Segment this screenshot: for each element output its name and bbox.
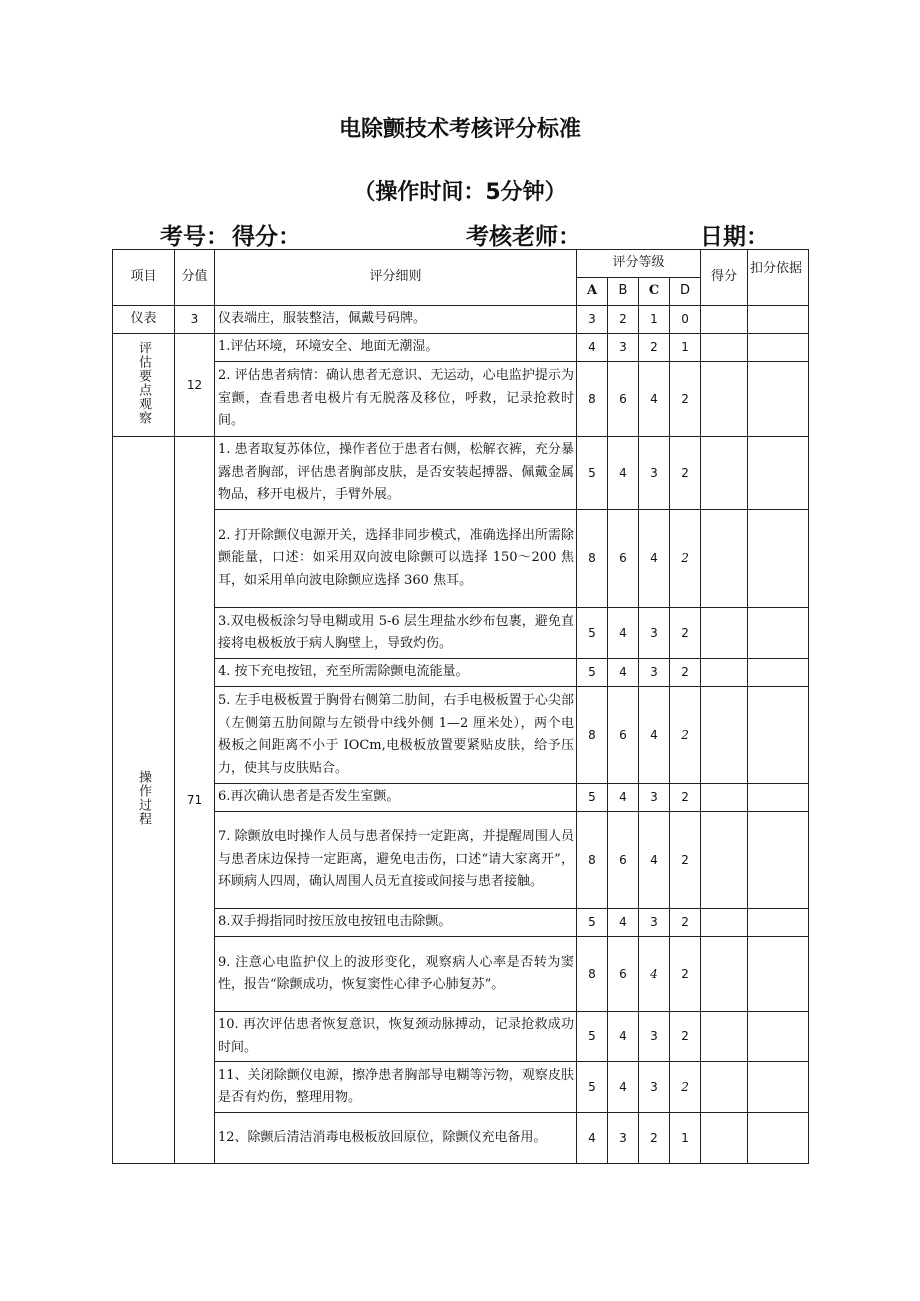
deduct-cell[interactable] bbox=[748, 1012, 809, 1062]
table-row bbox=[113, 1012, 809, 1062]
grade-d-value: 2 bbox=[670, 937, 701, 1012]
header-score: 得分 bbox=[701, 250, 748, 306]
grade-a-value: 8 bbox=[577, 687, 608, 784]
table-row bbox=[113, 608, 809, 659]
row-detail: 7. 除颤放电时操作人员与患者保持一定距离，并提醒周围人员与患者床边保持一定距离，避免电击伤，口述“请大家离开”，环顾病人四周，确认周围人员无直接或间接与患者接触。 bbox=[215, 812, 577, 909]
grade-c-value: 4 bbox=[639, 687, 670, 784]
grade-d-value: 2 bbox=[670, 812, 701, 909]
section-points-appearance: 3 bbox=[175, 306, 215, 334]
grade-b-value: 6 bbox=[608, 812, 639, 909]
grade-a-value: 5 bbox=[577, 1062, 608, 1113]
grade-b-value: 4 bbox=[608, 437, 639, 510]
examiner-label: 考核老师： bbox=[466, 224, 581, 250]
section-name-appearance: 仪表 bbox=[113, 306, 175, 334]
row-detail: 10. 再次评估患者恢复意识，恢复颈动脉搏动，记录抢救成功时间。 bbox=[215, 1012, 577, 1062]
row-detail: 1.评估环境，环境安全、地面无潮湿。 bbox=[215, 334, 577, 362]
grade-b-value: 6 bbox=[608, 362, 639, 437]
score-cell[interactable] bbox=[701, 784, 748, 812]
table-row bbox=[113, 334, 809, 362]
row-detail: 仪表端庄，服装整洁，佩戴号码牌。 bbox=[215, 306, 577, 334]
page-subtitle: （操作时间：5分钟） bbox=[353, 180, 567, 205]
scoring-table bbox=[112, 249, 809, 1164]
deduct-cell[interactable] bbox=[748, 784, 809, 812]
deduct-cell[interactable] bbox=[748, 687, 809, 784]
grade-d-value: 2 bbox=[670, 659, 701, 687]
row-detail: 2. 打开除颤仪电源开关，选择非同步模式，准确选择出所需除颤能量，口述：如采用双向波电除颤可以选择 150～200 焦耳，如采用单向波电除颤应选择 360 焦耳。 bbox=[215, 510, 577, 608]
score-cell[interactable] bbox=[701, 1012, 748, 1062]
score-cell[interactable] bbox=[701, 608, 748, 659]
grade-a-value: 5 bbox=[577, 909, 608, 937]
table-row bbox=[113, 937, 809, 1012]
table-row bbox=[113, 362, 809, 437]
score-cell[interactable] bbox=[701, 1113, 748, 1164]
grade-d-value: 2 bbox=[670, 909, 701, 937]
deduct-cell[interactable] bbox=[748, 510, 809, 608]
grade-d-value: 2 bbox=[670, 437, 701, 510]
header-item: 项目 bbox=[113, 250, 175, 306]
grade-a-value: 8 bbox=[577, 362, 608, 437]
grade-a-value: 3 bbox=[577, 306, 608, 334]
grade-d-value: 2 bbox=[670, 687, 701, 784]
grade-b-value: 4 bbox=[608, 1012, 639, 1062]
grade-c-value: 3 bbox=[639, 909, 670, 937]
grade-a-value: 4 bbox=[577, 1113, 608, 1164]
grade-c-value: 2 bbox=[639, 1113, 670, 1164]
header-points: 分值 bbox=[175, 250, 215, 306]
grade-b-value: 6 bbox=[608, 510, 639, 608]
grade-b-value: 3 bbox=[608, 334, 639, 362]
grade-b-value: 4 bbox=[608, 909, 639, 937]
row-detail: 5. 左手电极板置于胸骨右侧第二肋间，右手电极板置于心尖部（左侧第五肋间隙与左锁骨中线外侧 1—2 厘米处），两个电极板之间距离不小于 IOCm,电极板放置要紧贴皮肤，给予压力，使其与皮肤贴合。 bbox=[215, 687, 577, 784]
row-detail: 2. 评估患者病情：确认患者无意识、无运动，心电监护提示为室颤，查看患者电极片有无脱落及移位，呼救，记录抢救时间。 bbox=[215, 362, 577, 437]
score-cell[interactable] bbox=[701, 909, 748, 937]
section-points-operation: 71 bbox=[175, 437, 215, 1164]
deduct-cell[interactable] bbox=[748, 437, 809, 510]
grade-a-value: 5 bbox=[577, 437, 608, 510]
grade-a-value: 5 bbox=[577, 659, 608, 687]
table-row bbox=[113, 687, 809, 784]
grade-d-label: D bbox=[670, 278, 701, 306]
grade-a-value: 5 bbox=[577, 1012, 608, 1062]
row-detail: 12、除颤后清洁消毒电极板放回原位，除颤仪充电备用。 bbox=[215, 1113, 577, 1164]
deduct-cell[interactable] bbox=[748, 659, 809, 687]
grade-c-value: 2 bbox=[639, 334, 670, 362]
grade-c-value: 3 bbox=[639, 608, 670, 659]
score-cell[interactable] bbox=[701, 687, 748, 784]
date-label: 日期： bbox=[700, 224, 769, 250]
grade-c-value: 4 bbox=[639, 510, 670, 608]
table-row bbox=[113, 1062, 809, 1113]
score-cell[interactable] bbox=[701, 437, 748, 510]
grade-a-value: 4 bbox=[577, 334, 608, 362]
exam-number-label: 考号： bbox=[160, 224, 229, 250]
grade-a-value: 5 bbox=[577, 784, 608, 812]
grade-c-value: 4 bbox=[639, 937, 670, 1012]
row-detail: 1. 患者取复苏体位，操作者位于患者右侧，松解衣裤，充分暴露患者胸部，评估患者胸部皮肤，是否安装起搏器、佩戴金属物品，移开电极片，手臂外展。 bbox=[215, 437, 577, 510]
section-points-assessment: 12 bbox=[175, 334, 215, 437]
grade-b-value: 4 bbox=[608, 659, 639, 687]
grade-d-value: 2 bbox=[670, 608, 701, 659]
grade-b-value: 3 bbox=[608, 1113, 639, 1164]
grade-c-value: 3 bbox=[639, 1062, 670, 1113]
row-detail: 3.双电极板涂匀导电糊或用 5-6 层生理盐水纱布包裹，避免直接将电极板放于病人胸壁上，导致灼伤。 bbox=[215, 608, 577, 659]
table-row bbox=[113, 437, 809, 510]
deduct-cell[interactable] bbox=[748, 909, 809, 937]
deduct-cell[interactable] bbox=[748, 937, 809, 1012]
score-label: 得分： bbox=[232, 224, 301, 250]
header-grade: 评分等级 bbox=[577, 250, 701, 278]
row-detail: 9. 注意心电监护仪上的波形变化，观察病人心率是否转为窦性，报告“除颤成功，恢复窦性心律予心肺复苏”。 bbox=[215, 937, 577, 1012]
header-detail: 评分细则 bbox=[215, 250, 577, 306]
table-row bbox=[113, 909, 809, 937]
grade-b-value: 6 bbox=[608, 937, 639, 1012]
page-title: 电除颤技术考核评分标准 bbox=[338, 117, 581, 142]
section-name-assessment bbox=[113, 334, 175, 437]
row-detail: 4. 按下充电按钮，充至所需除颤电流能量。 bbox=[215, 659, 577, 687]
grade-c-value: 1 bbox=[639, 306, 670, 334]
table-row bbox=[113, 784, 809, 812]
table-row bbox=[113, 510, 809, 608]
grade-a-value: 8 bbox=[577, 812, 608, 909]
grade-a-label: A bbox=[577, 278, 608, 306]
grade-d-value: 0 bbox=[670, 306, 701, 334]
grade-d-value: 2 bbox=[670, 1012, 701, 1062]
section-name-operation bbox=[113, 437, 175, 1164]
score-cell[interactable] bbox=[701, 334, 748, 362]
score-cell[interactable] bbox=[701, 659, 748, 687]
deduct-cell[interactable] bbox=[748, 362, 809, 437]
score-cell[interactable] bbox=[701, 510, 748, 608]
grade-d-value: 1 bbox=[670, 334, 701, 362]
row-detail: 8.双手拇指同时按压放电按钮电击除颤。 bbox=[215, 909, 577, 937]
row-detail: 6.再次确认患者是否发生室颤。 bbox=[215, 784, 577, 812]
grade-c-value: 4 bbox=[639, 362, 670, 437]
deduct-cell[interactable] bbox=[748, 608, 809, 659]
score-cell[interactable] bbox=[701, 362, 748, 437]
deduct-cell[interactable] bbox=[748, 1113, 809, 1164]
row-detail: 11、关闭除颤仪电源，擦净患者胸部导电糊等污物，观察皮肤是否有灼伤，整理用物。 bbox=[215, 1062, 577, 1113]
grade-b-value: 2 bbox=[608, 306, 639, 334]
score-cell[interactable] bbox=[701, 306, 748, 334]
table-header-row bbox=[113, 250, 809, 278]
grade-b-value: 4 bbox=[608, 784, 639, 812]
grade-b-value: 4 bbox=[608, 1062, 639, 1113]
grade-c-value: 3 bbox=[639, 659, 670, 687]
grade-b-value: 4 bbox=[608, 608, 639, 659]
table-row bbox=[113, 306, 809, 334]
grade-a-value: 8 bbox=[577, 510, 608, 608]
grade-d-value: 1 bbox=[670, 1113, 701, 1164]
grade-a-value: 5 bbox=[577, 608, 608, 659]
grade-c-value: 4 bbox=[639, 812, 670, 909]
score-cell[interactable] bbox=[701, 1062, 748, 1113]
grade-c-value: 3 bbox=[639, 1012, 670, 1062]
header-deduct: 扣分依据 bbox=[748, 250, 809, 306]
deduct-cell[interactable] bbox=[748, 306, 809, 334]
grade-a-value: 8 bbox=[577, 937, 608, 1012]
grade-c-label: C bbox=[639, 278, 670, 306]
grade-b-label: B bbox=[608, 278, 639, 306]
score-cell[interactable] bbox=[701, 812, 748, 909]
section-name-assessment-text: 评估要点观察 bbox=[136, 341, 151, 425]
deduct-cell[interactable] bbox=[748, 1062, 809, 1113]
grade-c-value: 3 bbox=[639, 437, 670, 510]
grade-d-value: 2 bbox=[670, 784, 701, 812]
grade-d-value: 2 bbox=[670, 510, 701, 608]
table-row bbox=[113, 812, 809, 909]
grade-c-value: 3 bbox=[639, 784, 670, 812]
grade-d-value: 2 bbox=[670, 1062, 701, 1113]
grade-b-value: 6 bbox=[608, 687, 639, 784]
score-cell[interactable] bbox=[701, 937, 748, 1012]
deduct-cell[interactable] bbox=[748, 812, 809, 909]
grade-d-value: 2 bbox=[670, 362, 701, 437]
exam-info-line bbox=[160, 218, 780, 250]
table-row bbox=[113, 659, 809, 687]
section-name-operation-text: 操作过程 bbox=[136, 770, 151, 826]
deduct-cell[interactable] bbox=[748, 334, 809, 362]
table-row bbox=[113, 1113, 809, 1164]
